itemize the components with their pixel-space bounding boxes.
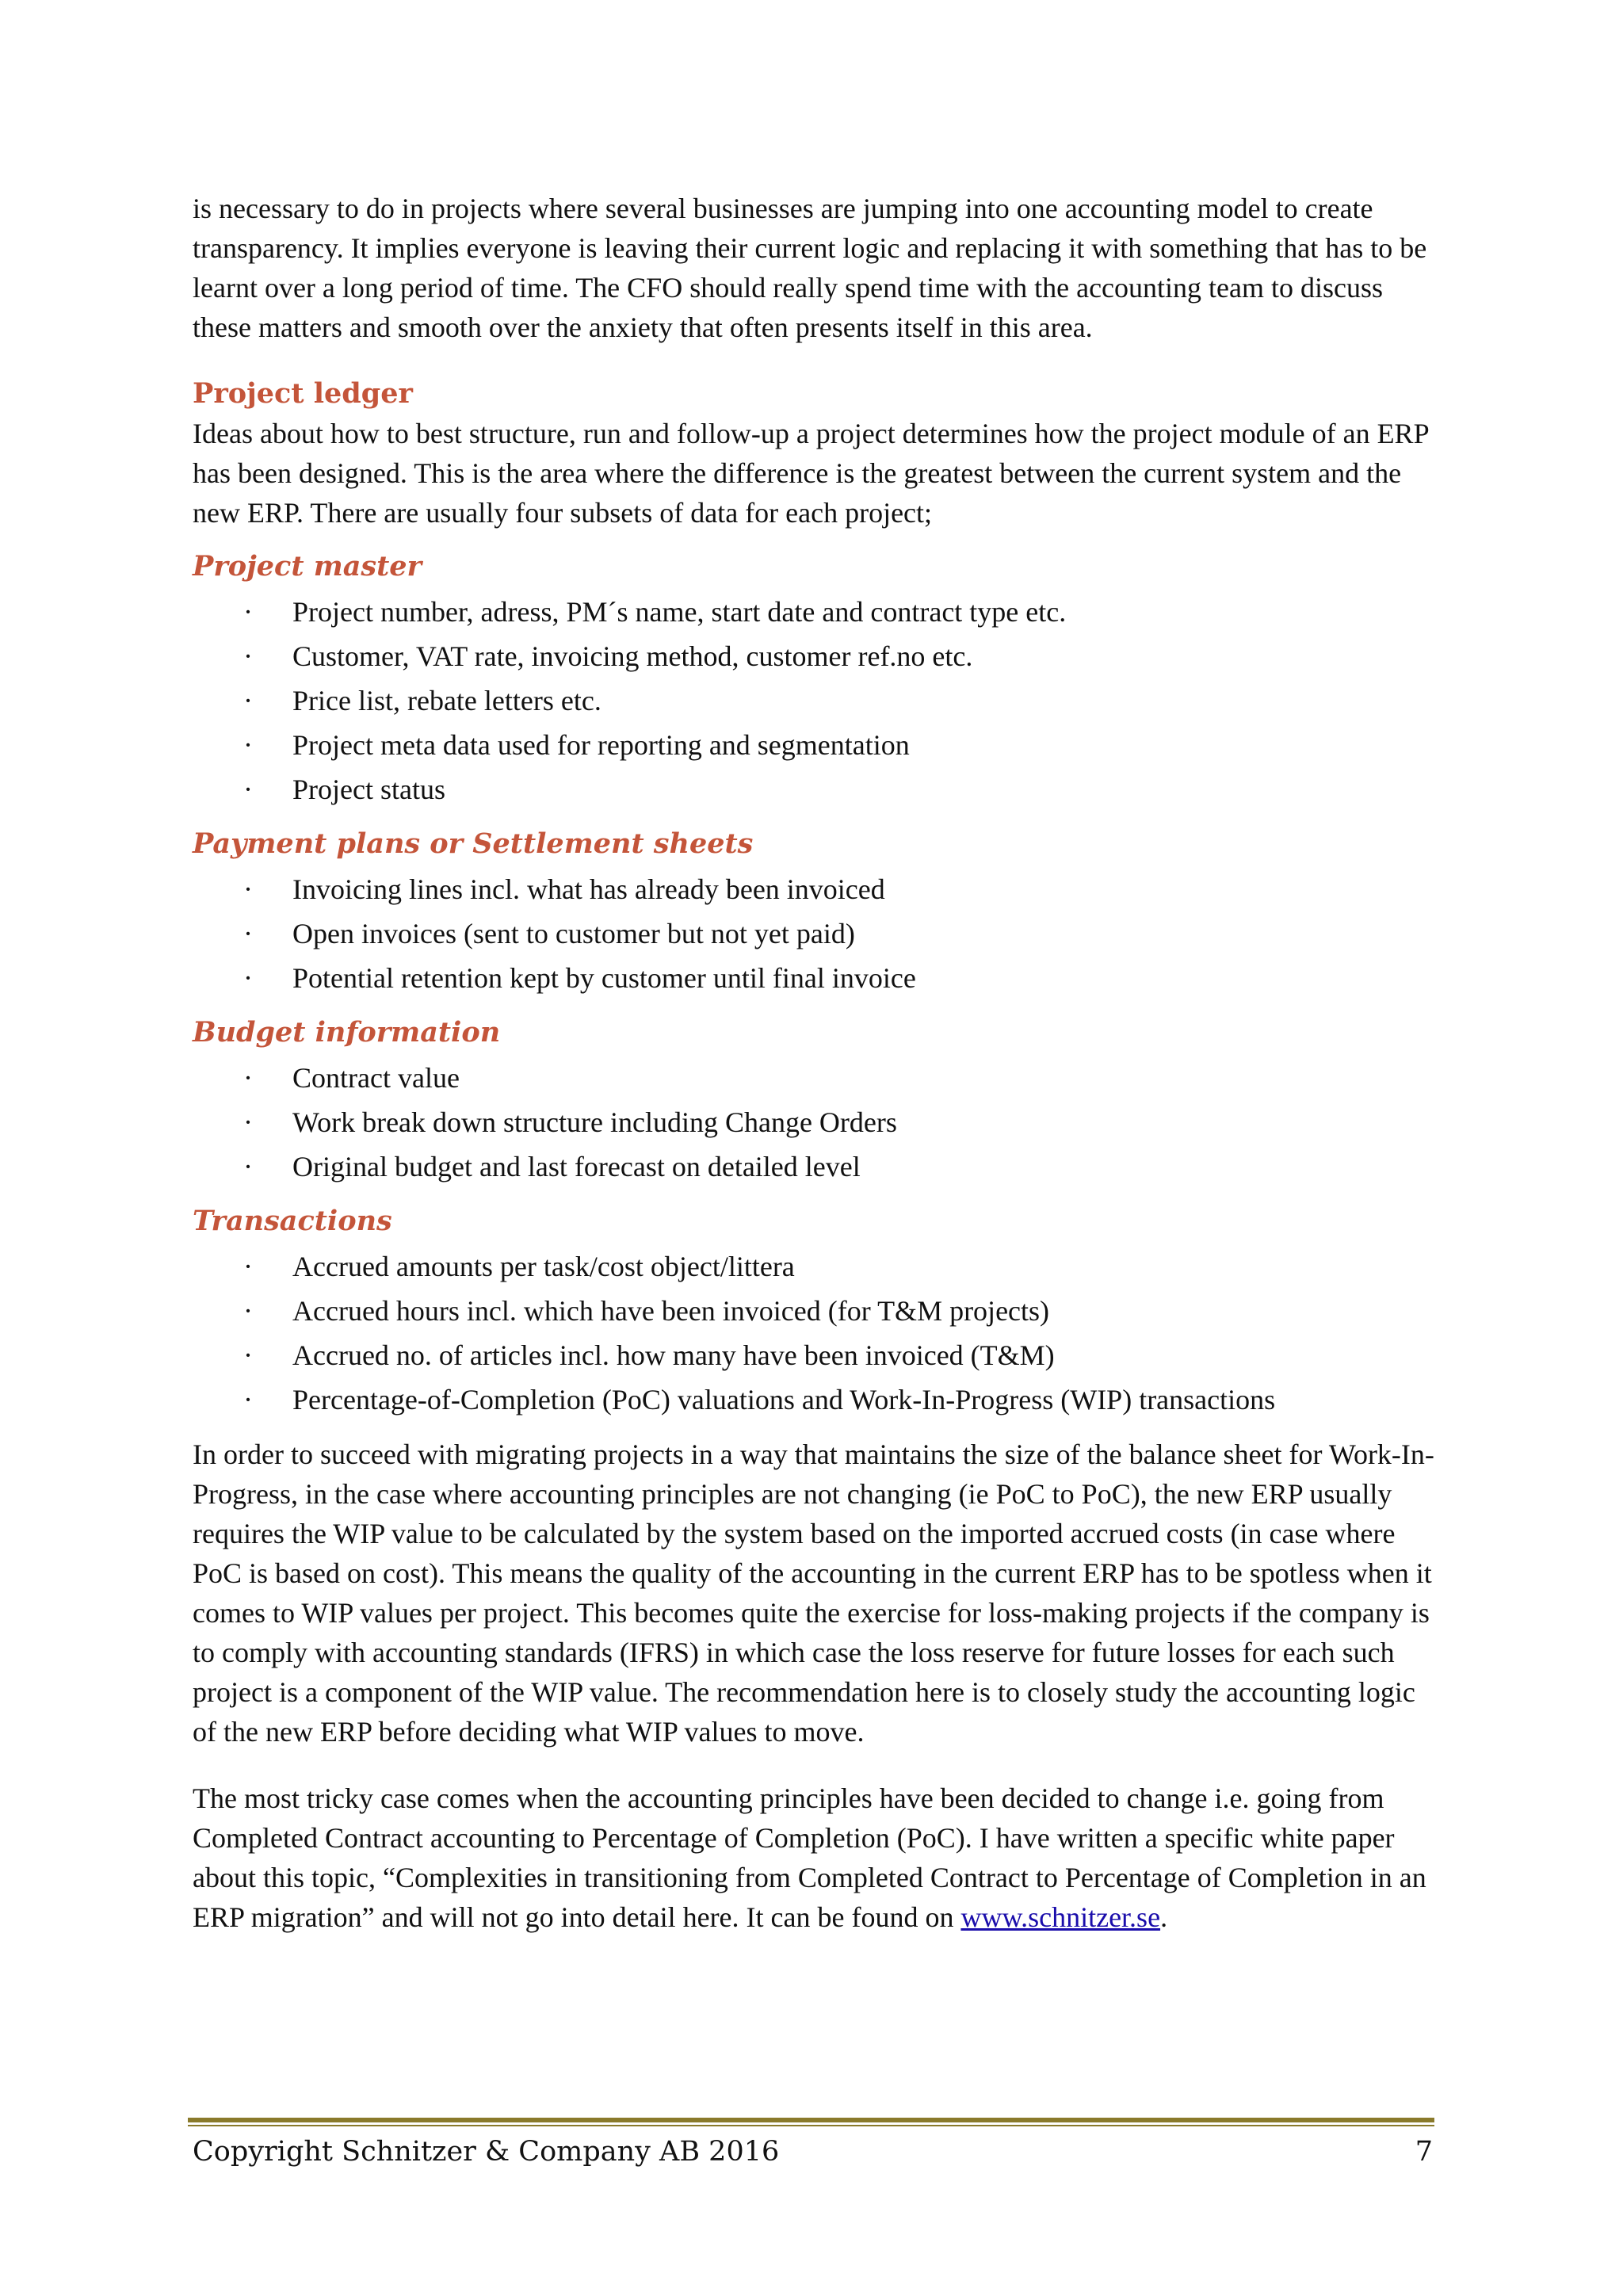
list-item (193, 867, 1437, 911)
list-item-text: Project meta data used for reporting and segmentation (292, 729, 910, 761)
list-item-text: Project number, adress, PM´s name, start date and contract type etc. (292, 596, 1067, 628)
list-item-text: Potential retention kept by customer until final invoice (292, 962, 916, 994)
list-item (193, 1333, 1437, 1377)
bullet-icon: · (243, 640, 253, 672)
list-item (193, 1056, 1437, 1100)
list-item-text: Invoicing lines incl. what has already been invoiced (292, 873, 885, 905)
tricky-case-text: The most tricky case comes when the accounting principles have been decided to change i.e. going from Completed Contract accounting to Percentage of Completion (PoC). I have written a specific white paper about this topic, “Complexities in transitioning from Completed Contract to Percentage of Completion in an ERP migration” and will not go into detail here. It can be found on (193, 1782, 1426, 1933)
list-item-text: Accrued no. of articles incl. how many have been invoiced (T&M) (292, 1339, 1055, 1371)
page-content (193, 189, 1437, 1964)
migration-paragraph: In order to succeed with migrating projects in a way that maintains the size of the balance sheet for Work-In-Progress, in the case where accounting principles are not changing (ie PoC to PoC), the new ERP usually requires the WIP value to be calculated by the system based on the imported accrued costs (in case where PoC is based on cost). This means the quality of the accounting in the current ERP has to be spotless when it comes to WIP values per project. This becomes quite the exercise for loss-making projects if the company is to comply with accounting standards (IFRS) in which case the loss reserve for future losses for each such project is a component of the WIP value. The recommendation here is to closely study the accounting logic of the new ERP before deciding what WIP values to move. (193, 1438, 1434, 1748)
list-item (193, 1100, 1437, 1144)
bullet-icon: · (243, 1062, 253, 1094)
transactions-list (193, 1244, 1437, 1422)
bullet-icon: · (243, 873, 253, 905)
list-item-text: Work break down structure including Change Orders (292, 1106, 897, 1138)
bullet-icon: · (243, 1339, 253, 1371)
budget-information-list (193, 1056, 1437, 1189)
tricky-case-end: . (1160, 1901, 1168, 1933)
bullet-icon: · (243, 729, 253, 761)
list-item-text: Price list, rebate letters etc. (292, 685, 601, 716)
bullet-icon: · (243, 774, 253, 805)
project-ledger-paragraph: Ideas about how to best structure, run and follow-up a project determines how the project module of an ERP has been designed. This is the area where the difference is the greatest between the current system and the new ERP. There are usually four subsets of data for each project; (193, 418, 1429, 529)
bullet-icon: · (243, 1106, 253, 1138)
bullet-icon: · (243, 918, 253, 949)
payment-plans-heading: Payment plans or Settlement sheets (193, 827, 754, 860)
bullet-icon: · (243, 1151, 253, 1182)
budget-information-heading: Budget information (193, 1016, 501, 1049)
footer-copyright: Copyright Schnitzer & Company AB 2016 (193, 2136, 780, 2168)
list-item-text: Percentage-of-Completion (PoC) valuations and Work-In-Progress (WIP) transactions (292, 1384, 1276, 1415)
list-item (193, 678, 1437, 723)
list-item-text: Accrued hours incl. which have been invoiced (for T&M projects) (292, 1295, 1050, 1327)
list-item (193, 767, 1437, 812)
bullet-icon: · (243, 685, 253, 716)
list-item-text: Accrued amounts per task/cost object/littera (292, 1251, 795, 1282)
bullet-icon: · (243, 1384, 253, 1415)
footer-divider (188, 2118, 1434, 2122)
list-item (193, 723, 1437, 767)
bullet-icon: · (243, 596, 253, 628)
bullet-icon: · (243, 1251, 253, 1282)
list-item (193, 1289, 1437, 1333)
schnitzer-website-link[interactable]: www.schnitzer.se (960, 1901, 1161, 1933)
list-item-text: Project status (292, 774, 445, 805)
list-item (193, 911, 1437, 956)
list-item-text: Original budget and last forecast on detailed level (292, 1151, 861, 1182)
transactions-heading: Transactions (193, 1205, 392, 1237)
project-ledger-heading: Project ledger (193, 377, 413, 410)
list-item (193, 956, 1437, 1000)
payment-plans-list (193, 867, 1437, 1000)
list-item (193, 1244, 1437, 1289)
project-master-list (193, 590, 1437, 812)
list-item-text: Customer, VAT rate, invoicing method, customer ref.no etc. (292, 640, 973, 672)
tricky-case-paragraph (193, 1778, 1437, 1937)
bullet-icon: · (243, 1295, 253, 1327)
list-item-text: Open invoices (sent to customer but not yet paid) (292, 918, 855, 949)
intro-paragraph: is necessary to do in projects where several businesses are jumping into one accounting model to create transparency. It implies everyone is leaving their current logic and replacing it with something that has to be learnt over a long period of time. The CFO should really spend time with the accounting team to discuss these matters and smooth over the anxiety that often presents itself in this area. (193, 193, 1427, 343)
list-item (193, 1377, 1437, 1422)
list-item-text: Contract value (292, 1062, 460, 1094)
project-master-heading: Project master (193, 550, 422, 583)
list-item (193, 1144, 1437, 1189)
bullet-icon: · (243, 962, 253, 994)
footer-divider-thin (188, 2125, 1434, 2126)
list-item (193, 634, 1437, 678)
list-item (193, 590, 1437, 634)
page-number: 7 (1415, 2136, 1433, 2168)
